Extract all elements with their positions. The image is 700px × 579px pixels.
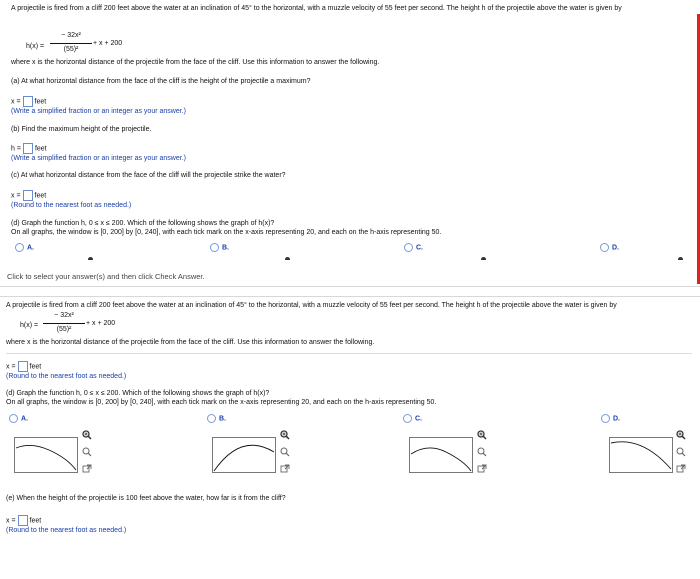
option-a[interactable]: A.	[15, 243, 34, 252]
part-c-question: (c) At what horizontal distance from the face of the cliff will the projectile strike the water?	[11, 172, 286, 179]
zoom-in-icon[interactable]	[280, 430, 290, 440]
answer-input-a[interactable]	[23, 96, 33, 107]
answer-var: x =	[11, 192, 21, 200]
answer-unit: feet	[29, 363, 42, 371]
problem-text: A projectile is fired from a cliff 200 feet above the water at an inclination of 45° to the horizontal, with a muzzle velocity of 55 feet per second. The height h of the projectile above the water is given by	[6, 302, 617, 309]
where-text: where x is the horizontal distance of the projectile from the face of the cliff. Use this information to answer the following.	[11, 59, 380, 66]
answer-input-c[interactable]	[23, 190, 33, 201]
function-lhs: h(x) =	[26, 43, 45, 50]
answer-row-b	[11, 143, 47, 154]
answer-hint: (Round to the nearest foot as needed.)	[6, 527, 127, 534]
zoom-in-icon[interactable]	[676, 430, 686, 440]
zoom-out-icon[interactable]	[82, 447, 92, 457]
graph-preview-edge	[678, 257, 683, 260]
answer-unit: feet	[34, 98, 47, 106]
open-external-icon[interactable]	[676, 464, 686, 474]
answer-unit: feet	[34, 192, 47, 200]
zoom-in-icon[interactable]	[477, 430, 487, 440]
function-lhs: h(x) =	[20, 322, 39, 329]
option-d[interactable]: D.	[600, 243, 619, 252]
radio-button[interactable]	[210, 243, 219, 252]
answer-input-b[interactable]	[23, 143, 33, 154]
graph-option-d[interactable]	[609, 437, 673, 473]
function-numerator: − 32x²	[54, 312, 74, 319]
function-denominator: (55)²	[63, 46, 79, 53]
answer-var: x =	[6, 517, 16, 525]
answer-row-a	[11, 96, 46, 107]
window-text: On all graphs, the window is [0, 200] by [0, 240], with each tick mark on the x-axis representing 20, and each on the h-axis representing 50.	[6, 399, 437, 406]
radio-button[interactable]	[601, 414, 610, 423]
zoom-out-icon[interactable]	[676, 447, 686, 457]
question-panel-2	[0, 296, 700, 579]
window-text: On all graphs, the window is [0, 200] by [0, 240], with each tick mark on the x-axis representing 20, and each on the h-axis representing 50.	[11, 229, 442, 236]
answer-hint: (Round to the nearest foot as needed.)	[11, 202, 132, 209]
zoom-out-icon[interactable]	[477, 447, 487, 457]
answer-unit: feet	[29, 517, 42, 525]
option-c[interactable]: C.	[404, 243, 423, 252]
problem-text: A projectile is fired from a cliff 200 feet above the water at an inclination of 45° to the horizontal, with a muzzle velocity of 55 feet per second. The height h of the projectile above the water is given by	[11, 5, 622, 12]
radio-button[interactable]	[9, 414, 18, 423]
answer-input-e[interactable]	[18, 515, 28, 526]
part-e-question: (e) When the height of the projectile is 100 feet above the water, how far is it from the cliff?	[6, 495, 286, 502]
option-b[interactable]: B.	[210, 243, 229, 252]
section-divider	[6, 353, 692, 354]
radio-button[interactable]	[404, 243, 413, 252]
answer-hint: (Round to the nearest foot as needed.)	[6, 373, 127, 380]
answer-var: h =	[11, 145, 21, 153]
graph-preview-edge	[285, 257, 290, 260]
radio-button[interactable]	[207, 414, 216, 423]
graph-option-a[interactable]	[14, 437, 78, 473]
graph-preview-edge	[88, 257, 93, 260]
graph-option-c[interactable]	[409, 437, 473, 473]
open-external-icon[interactable]	[477, 464, 487, 474]
radio-button[interactable]	[403, 414, 412, 423]
radio-button[interactable]	[600, 243, 609, 252]
part-d-question: (d) Graph the function h, 0 ≤ x ≤ 200. Which of the following shows the graph of h(x)?	[6, 390, 270, 397]
answer-hint: (Write a simplified fraction or an integer as your answer.)	[11, 155, 186, 162]
part-a-question: (a) At what horizontal distance from the face of the cliff is the height of the projectile a maximum?	[11, 78, 311, 85]
open-external-icon[interactable]	[82, 464, 92, 474]
answer-var: x =	[6, 363, 16, 371]
graph-preview-edge	[481, 257, 486, 260]
function-rest: + x + 200	[93, 40, 123, 47]
answer-hint: (Write a simplified fraction or an integer as your answer.)	[11, 108, 186, 115]
answer-row-c	[6, 361, 41, 372]
function-rest: + x + 200	[86, 320, 116, 327]
status-message: Click to select your answer(s) and then click Check Answer.	[7, 272, 205, 281]
fraction-bar	[43, 323, 85, 324]
part-b-question: (b) Find the maximum height of the projectile.	[11, 126, 152, 133]
where-text: where x is the horizontal distance of the projectile from the face of the cliff. Use this information to answer the following.	[6, 339, 375, 346]
answer-unit: feet	[34, 145, 47, 153]
answer-input-c[interactable]	[18, 361, 28, 372]
question-panel-1	[0, 0, 700, 287]
part-d-question: (d) Graph the function h, 0 ≤ x ≤ 200. Which of the following shows the graph of h(x)?	[11, 220, 275, 227]
open-external-icon[interactable]	[280, 464, 290, 474]
radio-button[interactable]	[15, 243, 24, 252]
zoom-out-icon[interactable]	[280, 447, 290, 457]
option-c[interactable]: C.	[403, 414, 422, 423]
answer-row-c	[11, 190, 46, 201]
function-denominator: (55)²	[56, 326, 72, 333]
graph-option-b[interactable]	[212, 437, 276, 473]
option-a[interactable]: A.	[9, 414, 28, 423]
answer-row-e	[6, 515, 41, 526]
option-d[interactable]: D.	[601, 414, 620, 423]
option-b[interactable]: B.	[207, 414, 226, 423]
fraction-bar	[50, 43, 92, 44]
zoom-in-icon[interactable]	[82, 430, 92, 440]
answer-var: x =	[11, 98, 21, 106]
function-numerator: − 32x²	[61, 32, 81, 39]
